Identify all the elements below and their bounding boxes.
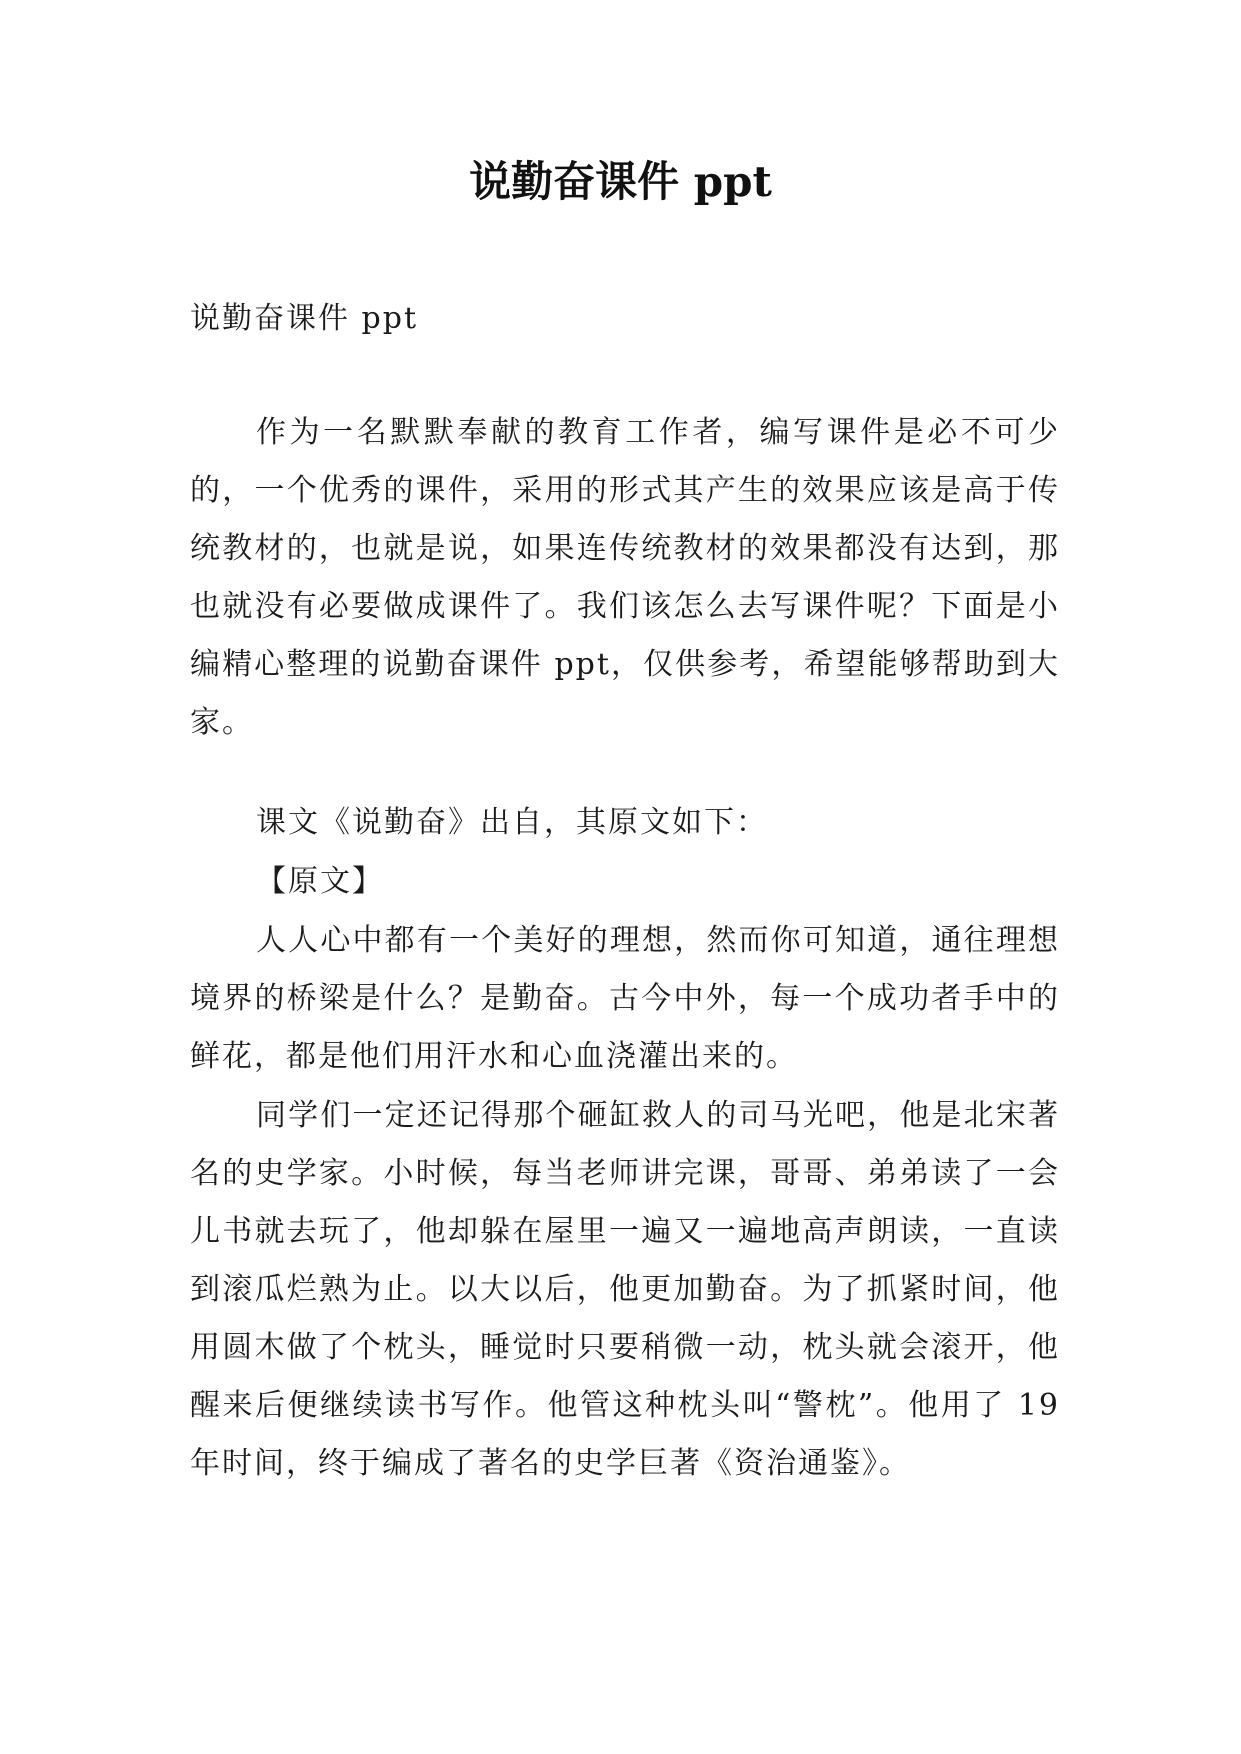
document-subtitle: 说勤奋课件 ppt (190, 301, 418, 336)
body-paragraph-1: 人人心中都有一个美好的理想，然而你可知道，通往理想境界的桥梁是什么？是勤奋。古今中外，每一个成功者手中的鲜花，都是他们用汗水和心血浇灌出来的。 (190, 923, 1060, 1074)
document-title: 说勤奋课件 ppt (469, 157, 772, 206)
body-paragraph-2: 同学们一定还记得那个砸缸救人的司马光吧，他是北宋著名的史学家。小时候，每当老师讲完课，哥哥、弟弟读了一会儿书就去玩了，他却躲在屋里一遍又一遍地高声朗读，一直读到滚瓜烂熟为止。以大以后，他更加勤奋。为了抓紧时间，他用圆木做了个枕头，睡觉时只要稍微一动，枕头就会滚开，他醒来后便继续读书写作。他管这种枕头叫“警枕”。他用了 19 年时间，终于编成了著名的史学巨著《资治通鉴》。 (190, 1098, 1060, 1481)
original-text-heading: 【原文】 (256, 864, 384, 899)
source-line: 课文《说勤奋》出自，其原文如下： (256, 805, 768, 840)
intro-paragraph: 作为一名默默奉献的教育工作者，编写课件是必不可少的，一个优秀的课件，采用的形式其产生的效果应该是高于传统教材的，也就是说，如果连传统教材的效果都没有达到，那也就没有必要做成课件了。我们该怎么去写课件呢？下面是小编精心整理的说勤奋课件 ppt，仅供参考，希望能够帮助到大家。 (190, 415, 1060, 740)
